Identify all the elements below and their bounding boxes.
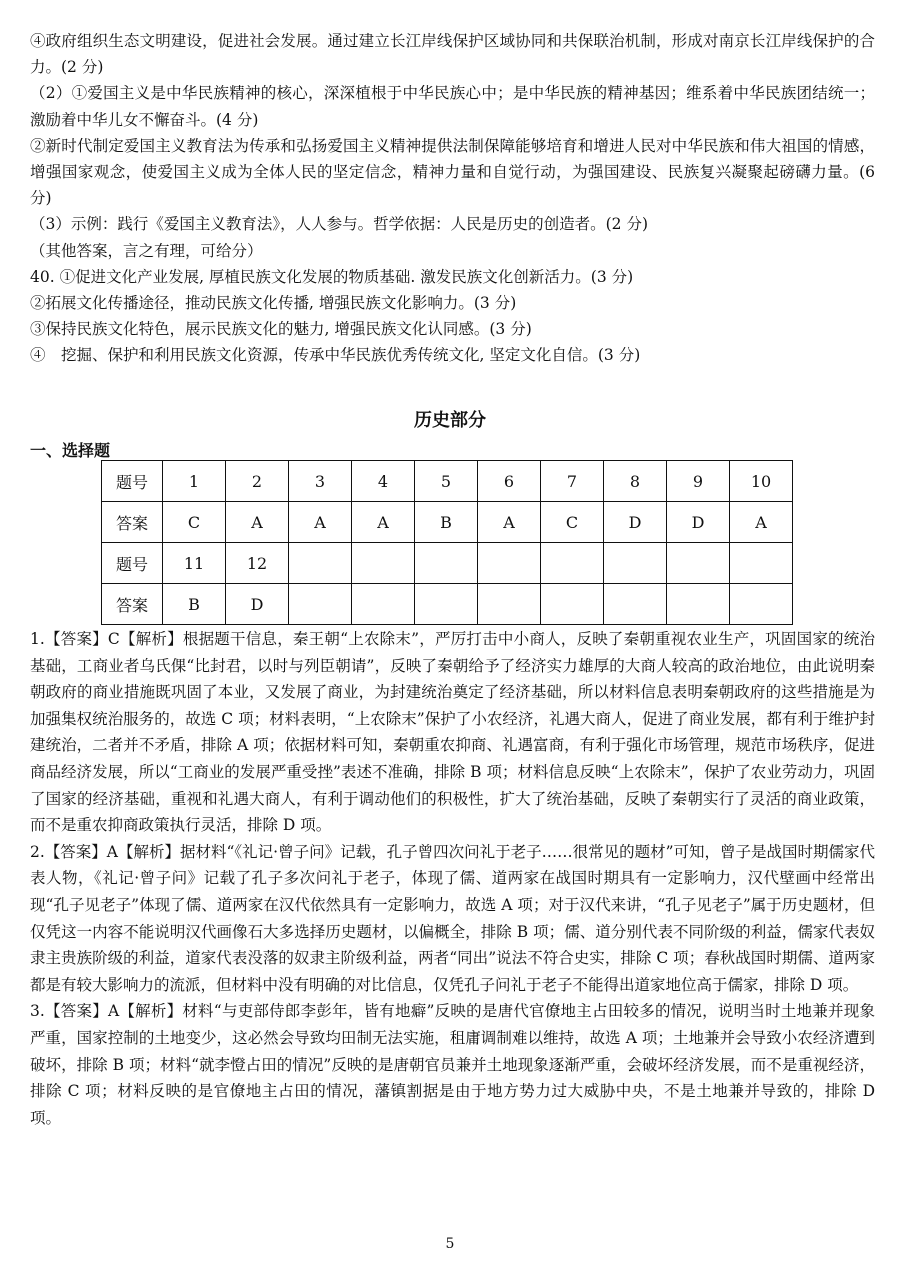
answer-table-row: [102, 543, 793, 584]
politics-line: 40. ①促进文化产业发展, 厚植民族文化发展的物质基础. 激发民族文化创新活力。(3 分): [30, 267, 634, 286]
answer-table-cell: 7: [541, 461, 604, 502]
politics-answers: [30, 28, 875, 369]
answer-table-cell: 4: [352, 461, 415, 502]
answer-table-cell: 9: [667, 461, 730, 502]
answer-table-cell: B: [163, 584, 226, 625]
answer-table-cell: 8: [604, 461, 667, 502]
politics-line: ④政府组织生态文明建设，促进社会发展。通过建立长江岸线保护区域协同和共保联治机制，形成对南京长江岸线保护的合力。(2 分): [30, 32, 875, 77]
answer-table-cell: [541, 584, 604, 625]
answer-table-cell: A: [352, 502, 415, 543]
answer-table-header-cell: 答案: [102, 502, 163, 543]
answer-table-cell: [352, 584, 415, 625]
answer-table-cell: [352, 543, 415, 584]
politics-line: ②新时代制定爱国主义教育法为传承和弘扬爱国主义精神提供法制保障能够培育和增进人民对中华民族和伟大祖国的情感，增强国家观念，使爱国主义成为全体人民的坚定信念，精神力量和自觉行动，为强国建设、民族复兴凝聚起磅礴力量。(6 分): [30, 136, 875, 208]
answer-table-cell: [604, 584, 667, 625]
answer-table-cell: 10: [730, 461, 793, 502]
answer-table-cell: D: [604, 502, 667, 543]
politics-line: （3）示例：践行《爱国主义教育法》，人人参与。哲学依据：人民是历史的创造者。(2 分): [30, 215, 648, 234]
answer-table-cell: C: [163, 502, 226, 543]
answer-table: [101, 460, 793, 625]
multiple-choice-heading: 一、选择题: [30, 441, 111, 460]
answer-table-cell: [289, 584, 352, 625]
answer-table-cell: 11: [163, 543, 226, 584]
answer-table-row: [102, 461, 793, 502]
answer-table-cell: [730, 543, 793, 584]
answer-table-cell: B: [415, 502, 478, 543]
answer-table-cell: 2: [226, 461, 289, 502]
answer-table-cell: A: [478, 502, 541, 543]
politics-line: （其他答案，言之有理，可给分）: [30, 241, 263, 260]
answer-table-cell: [667, 584, 730, 625]
answer-table-cell: C: [541, 502, 604, 543]
answer-table-cell: [415, 543, 478, 584]
answer-table-cell: [289, 543, 352, 584]
answer-table-cell: 5: [415, 461, 478, 502]
answer-table-cell: A: [226, 502, 289, 543]
answer-table-cell: [541, 543, 604, 584]
answer-table-cell: 3: [289, 461, 352, 502]
explanation-paragraph: 2.【答案】A【解析】据材料“《礼记·曾子问》记载，孔子曾四次问礼于老子……很常见的题材”可知，曾子是战国时期儒家代表人物，《礼记·曾子问》记载了孔子多次问礼于老子，体现了儒、道两家在战国时期具有一定影响力，汉代壁画中经常出现“孔子见老子”体现了儒、道两家在汉代依然具有一定影响力，故选 A 项；对于汉代来讲，“孔子见老子”属于历史题材，但仅凭这一内容不能说明汉代画像石大多选择历史题材，以偏概全，排除 B 项；儒、道分别代表不同阶级的利益，儒家代表奴隶主贵族阶级的利益，道家代表没落的奴隶主阶级利益，两者“同出”说法不符合史实，排除 C 项；春秋战国时期儒、道两家都是有较大影响力的流派，但材料中没有明确的对比信息，仅凭孔子问礼于老子不能得出道家地位高于儒家，排除 D 项。: [30, 842, 876, 994]
history-explanations: [30, 626, 875, 1131]
answer-table-cell: [604, 543, 667, 584]
explanation-paragraph: 3.【答案】A【解析】材料“与吏部侍郎李彭年，皆有地癖”反映的是唐代官僚地主占田较多的情况，说明当时土地兼并现象严重，国家控制的土地变少，这必然会导致均田制无法实施，租庸调制难以维持，故选 A 项；土地兼并会导致小农经济遭到破坏，排除 B 项；材料“就李憕占田的情况”反映的是唐朝官员兼并土地现象逐渐严重，会破坏经济发展，而不是重视经济，排除 C 项；材料反映的是官僚地主占田的情况，藩镇割据是由于地方势力过大威胁中央，不是土地兼并导致的，排除 D 项。: [30, 1002, 875, 1127]
answer-table-cell: [478, 543, 541, 584]
politics-line: （2）①爱国主义是中华民族精神的核心，深深植根于中华民族心中；是中华民族的精神基因；维系着中华民族团结统一；激励着中华儿女不懈奋斗。(4 分): [30, 84, 875, 129]
answer-table-header-cell: 题号: [102, 543, 163, 584]
answer-table-header-cell: 答案: [102, 584, 163, 625]
answer-table-row: [102, 502, 793, 543]
answer-table-cell: A: [730, 502, 793, 543]
answer-table-cell: 6: [478, 461, 541, 502]
answer-table-cell: [667, 543, 730, 584]
answer-table-row: [102, 584, 793, 625]
answer-table-cell: A: [289, 502, 352, 543]
answer-table-cell: [415, 584, 478, 625]
answer-table-cell: 1: [163, 461, 226, 502]
history-section-title: 历史部分: [414, 410, 486, 431]
answer-table-cell: D: [667, 502, 730, 543]
page-number: 5: [445, 1236, 455, 1252]
answer-table-cell: 12: [226, 543, 289, 584]
politics-line: ④ 挖掘、保护和利用民族文化资源，传承中华民族优秀传统文化, 坚定文化自信。(3 分): [30, 346, 641, 365]
explanation-paragraph: 1.【答案】C【解析】根据题干信息，秦王朝“上农除末”，严厉打击中小商人，反映了秦朝重视农业生产，巩固国家的统治基础，工商业者乌氏倮“比封君，以时与列臣朝请”，反映了秦朝给予了经济实力雄厚的大商人较高的政治地位，由此说明秦朝政府的商业措施既巩固了本业，又发展了商业，为封建统治奠定了经济基础，所以材料信息表明秦朝政府的这些措施是为加强集权统治服务的，故选 C 项；材料表明，“上农除末”保护了小农经济，礼遇大商人，促进了商业发展，都有利于维护封建统治，二者并不矛盾，排除 A 项；依据材料可知，秦朝重农抑商、礼遇富商，有利于强化市场管理，规范市场秩序，促进商品经济发展，所以“工商业的发展严重受挫”表述不准确，排除 B 项；材料信息反映“上农除末”，保护了农业劳动力，巩固了国家的经济基础，重视和礼遇大商人，有利于调动他们的积极性，扩大了统治基础，反映了秦朝实行了灵活的商业政策，而不是重农抑商政策执行灵活，排除 D 项。: [30, 630, 875, 835]
answer-table-cell: [478, 584, 541, 625]
answer-table-header-cell: 题号: [102, 461, 163, 502]
answer-table-cell: [730, 584, 793, 625]
answer-table-cell: D: [226, 584, 289, 625]
politics-line: ③保持民族文化特色，展示民族文化的魅力, 增强民族文化认同感。(3 分): [30, 320, 532, 339]
politics-line: ②拓展文化传播途径，推动民族文化传播, 增强民族文化影响力。(3 分): [30, 294, 517, 313]
